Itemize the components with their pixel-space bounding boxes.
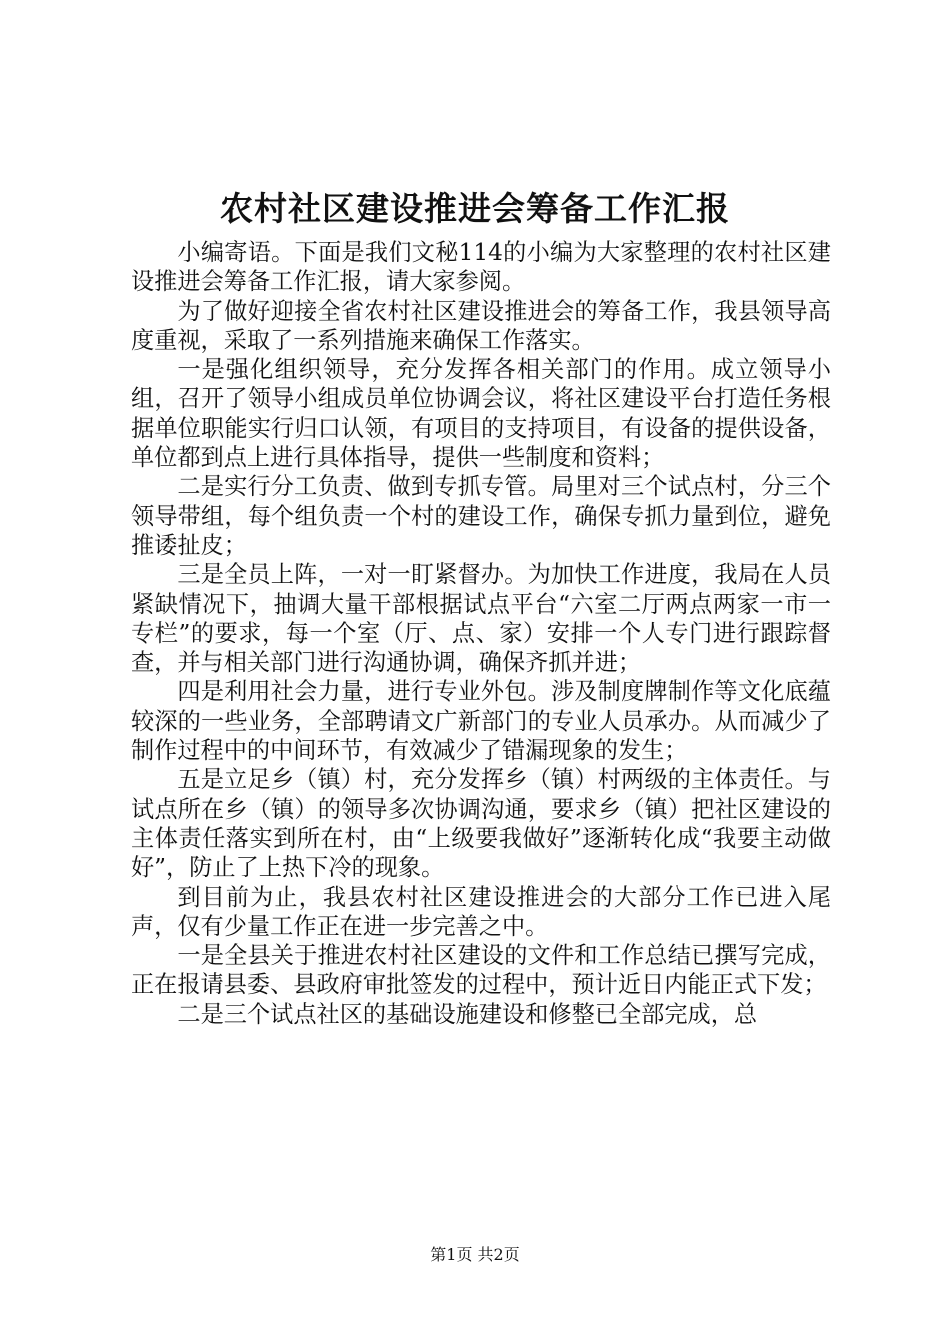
document-title: 农村社区建设推进会筹备工作汇报 bbox=[220, 189, 730, 228]
document-body bbox=[131, 238, 831, 1029]
paragraph: 五是立足乡（镇）村，充分发挥乡（镇）村两级的主体责任。与试点所在乡（镇）的领导多次协调沟通，要求乡（镇）把社区建设的主体责任落实到所在村，由“上级要我做好”逐渐转化成“我要主动做好”，防止了上热下冷的现象。 bbox=[131, 766, 831, 882]
paragraph: 二是实行分工负责、做到专抓专管。局里对三个试点村，分三个领导带组，每个组负责一个村的建设工作，确保专抓力量到位，避免推诿扯皮； bbox=[131, 473, 831, 559]
paragraph: 到目前为止，我县农村社区建设推进会的大部分工作已进入尾声，仅有少量工作正在进一步完善之中。 bbox=[131, 883, 831, 940]
paragraph: 三是全员上阵，一对一盯紧督办。为加快工作进度，我局在人员紧缺情况下，抽调大量干部根据试点平台“六室二厅两点两家一市一专栏”的要求，每一个室（厅、点、家）安排一个人专门进行跟踪督查，并与相关部门进行沟通协调，确保齐抓并进； bbox=[131, 561, 831, 677]
paragraph: 一是全县关于推进农村社区建设的文件和工作总结已撰写完成，正在报请县委、县政府审批签发的过程中，预计近日内能正式下发； bbox=[131, 942, 831, 999]
paragraph: 为了做好迎接全省农村社区建设推进会的筹备工作，我县领导高度重视，采取了一系列措施来确保工作落实。 bbox=[131, 297, 831, 354]
page-footer: 第1页 共2页 bbox=[430, 1245, 520, 1264]
paragraph: 四是利用社会力量，进行专业外包。涉及制度牌制作等文化底蕴较深的一些业务，全部聘请文广新部门的专业人员承办。从而减少了制作过程中的中间环节，有效减少了错漏现象的发生； bbox=[131, 678, 831, 765]
paragraph: 二是三个试点社区的基础设施建设和修整已全部完成，总 bbox=[177, 1000, 758, 1028]
paragraph: 小编寄语。下面是我们文秘114的小编为大家整理的农村社区建设推进会筹备工作汇报，请大家参阅。 bbox=[131, 239, 831, 296]
paragraph: 一是强化组织领导，充分发挥各相关部门的作用。成立领导小组，召开了领导小组成员单位协调会议，将社区建设平台打造任务根据单位职能实行归口认领，有项目的支持项目，有设备的提供设备，单位都到点上进行具体指导，提供一些制度和资料； bbox=[131, 356, 831, 472]
